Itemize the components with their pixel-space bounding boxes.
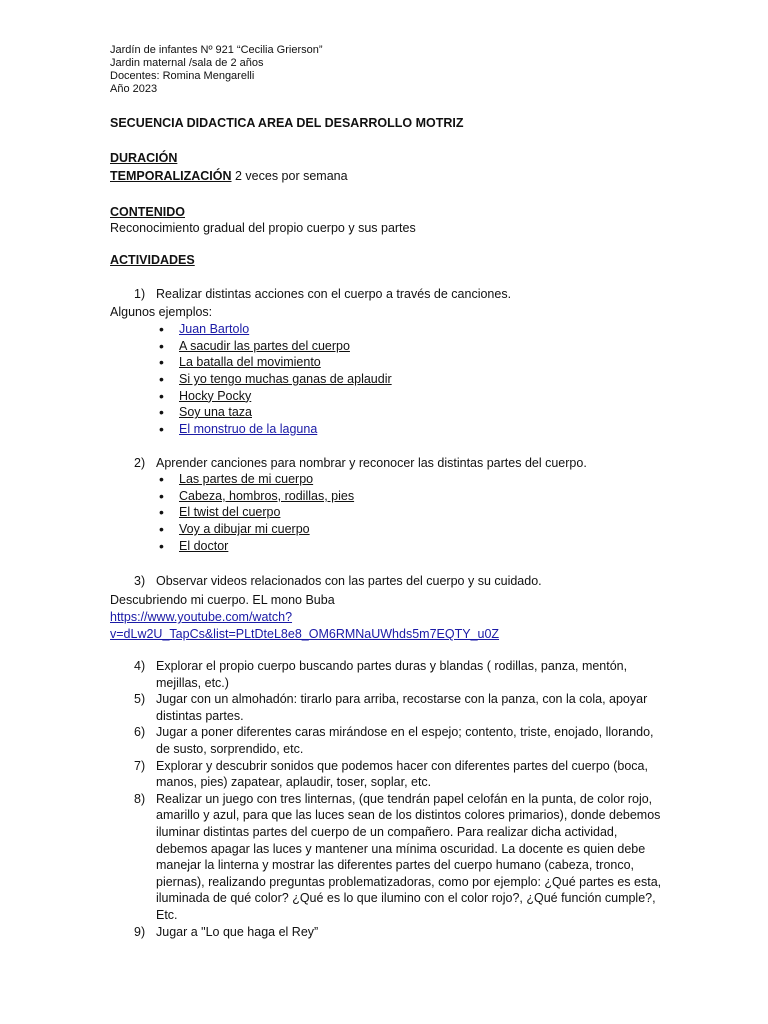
video-url-line-1[interactable]: https://www.youtube.com/watch? (110, 610, 293, 624)
temporalizacion-value: 2 veces por semana (231, 169, 348, 183)
song-link[interactable]: El twist del cuerpo (179, 505, 281, 520)
list-item (157, 521, 354, 538)
list-item (157, 471, 354, 488)
list-item (157, 504, 354, 521)
list-item (157, 338, 392, 355)
temporalizacion-line (110, 169, 348, 183)
song-link[interactable]: El monstruo de la laguna (179, 422, 318, 437)
song-link[interactable]: Las partes de mi cuerpo (179, 472, 314, 486)
activity-item: 8) Realizar un juego con tres linternas, (que tendrán papel celofán en la punta, de color rojo, amarillo y azul, para que las luces sean de los distintos colores primarios), donde debemos iluminar distintas partes del cuerpo de un compañero. Para realizar dicha actividad, debemos apagar las luces y mantener una mínima oscuridad. La docente es quien debe manejar la linterna y mostrar las diferentes partes del cuerpo humano (cabeza, tronco, piernas), realizando preguntas problematizadoras, como por ejemplo: ¿Qué partes es esta, iluminada de qué color? ¿Qué es lo que ilumino con el color rojo?, ¿Qué función cumple?, Etc. (134, 791, 662, 922)
song-link[interactable]: Juan Bartolo (179, 322, 250, 336)
video-block (110, 592, 499, 643)
video-title: Descubriendo mi cuerpo. EL mono Buba (110, 593, 335, 607)
actividades-label: ACTIVIDADES (110, 253, 195, 267)
song-link[interactable]: El doctor (179, 538, 229, 553)
song-link[interactable]: Hocky Pocky (179, 388, 252, 403)
temporalizacion-label: TEMPORALIZACIÓN (110, 169, 232, 183)
school-name: Jardín de infantes Nº 921 “Cecilia Grierson” (110, 44, 323, 56)
activity-3: 3) Observar videos relacionados con las partes del cuerpo y su cuidado. (134, 574, 542, 588)
song-link[interactable]: A sacudir las partes del cuerpo (179, 338, 350, 353)
activity-1: 1) Realizar distintas acciones con el cuerpo a través de canciones. (134, 287, 512, 301)
class-name: Jardin maternal /sala de 2 años (110, 57, 264, 69)
activity-item: 9) Jugar a "Lo que haga el Rey” (134, 924, 319, 939)
list-item (157, 488, 354, 505)
song-list-1 (157, 321, 392, 438)
song-link[interactable]: Si yo tengo muchas ganas de aplaudir (179, 372, 392, 387)
activity-item: 7) Explorar y descubrir sonidos que podemos hacer con diferentes partes del cuerpo (boca, manos, pies) zapatear, aplaudir, toser, soplar, etc. (134, 758, 648, 790)
examples-label: Algunos ejemplos: (110, 305, 213, 319)
activity-item: 5) Jugar con un almohadón: tirarlo para arriba, recostarse con la panza, con la cola, apoyar distintas partes. (134, 692, 648, 723)
duracion-label: DURACIÓN (110, 151, 178, 165)
contenido-label: CONTENIDO (110, 205, 185, 219)
activity-2: 2) Aprender canciones para nombrar y reconocer las distintas partes del cuerpo. (134, 456, 587, 470)
song-link[interactable]: Soy una taza (179, 405, 252, 420)
song-list-2 (157, 471, 354, 554)
contenido-text: Reconocimiento gradual del propio cuerpo y sus partes (110, 221, 416, 235)
list-item (157, 354, 392, 371)
activity-list (110, 658, 670, 940)
year: Año 2023 (110, 83, 158, 95)
video-url-line-2[interactable]: v=dLw2U_TapCs&list=PLtDteL8e8_OM6RMNaUWhds5m7EQTY_u0Z (110, 627, 500, 641)
document-title: SECUENCIA DIDACTICA AREA DEL DESARROLLO MOTRIZ (110, 116, 464, 130)
song-link[interactable]: Voy a dibujar mi cuerpo (179, 522, 310, 537)
list-item (157, 404, 392, 421)
teachers: Docentes: Romina Mengarelli (110, 70, 255, 82)
document-header (110, 44, 323, 96)
list-item (157, 421, 392, 438)
list-item (157, 538, 354, 555)
song-link[interactable]: Cabeza, hombros, rodillas, pies (179, 488, 355, 503)
list-item (157, 388, 392, 405)
song-link[interactable]: La batalla del movimiento (179, 355, 321, 370)
activity-item: 6) Jugar a poner diferentes caras mirándose en el espejo; contento, triste, enojado, llorando, de susto, sorprendido, etc. (134, 725, 654, 756)
list-item (157, 371, 392, 388)
activity-item: 4) Explorar el propio cuerpo buscando partes duras y blandas ( rodillas, panza, mentón, mejillas, etc.) (134, 659, 628, 690)
list-item (157, 321, 392, 338)
